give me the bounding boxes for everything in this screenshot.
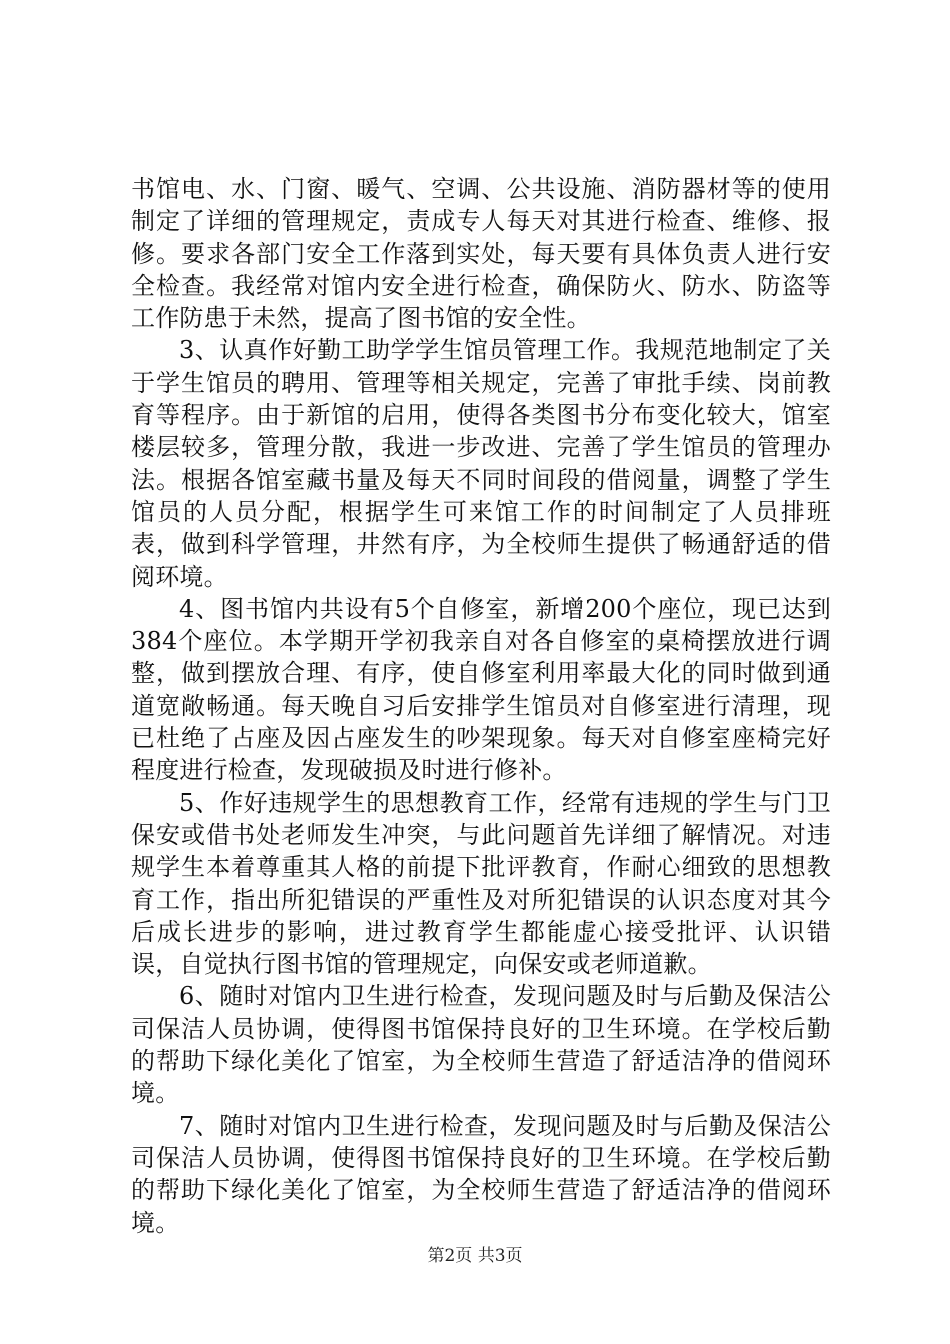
paragraph-item-5: 5、作好违规学生的思想教育工作，经常有违规的学生与门卫保安或借书处老师发生冲突，与此问题首先详细了解情况。对违规学生本着尊重其人格的前提下批评教育，作耐心细致的思想教育工作，指出所犯错误的严重性及对所犯错误的认识态度对其今后成长进步的影响，进过教育学生都能虚心接受批评、认识错误，自觉执行图书馆的管理规定，向保安或老师道歉。 [131,788,831,979]
paragraph-item-7: 7、随时对馆内卫生进行检查，发现问题及时与后勤及保洁公司保洁人员协调，使得图书馆保持良好的卫生环境。在学校后勤的帮助下绿化美化了馆室，为全校师生营造了舒适洁净的借阅环境。 [131,1111,831,1237]
body-text [131,173,831,1239]
page-footer: 第2页 共3页 [427,1246,523,1266]
paragraph-continued: 书馆电、水、门窗、暖气、空调、公共设施、消防器材等的使用制定了详细的管理规定，责成专人每天对其进行检查、维修、报修。要求各部门安全工作落到实处，每天要有具体负责人进行安全检查。我经常对馆内安全进行检查，确保防火、防水、防盗等工作防患于未然，提高了图书馆的安全性。 [131,175,831,333]
paragraph-item-4: 4、图书馆内共设有5个自修室，新增200个座位，现已达到384个座位。本学期开学初我亲自对各自修室的桌椅摆放进行调整，做到摆放合理、有序，使自修室利用率最大化的同时做到通道宽敞畅通。每天晚自习后安排学生馆员对自修室进行清理，现已杜绝了占座及因占座发生的吵架现象。每天对自修室座椅完好程度进行检查，发现破损及时进行修补。 [131,594,831,785]
paragraph-item-6: 6、随时对馆内卫生进行检查，发现问题及时与后勤及保洁公司保洁人员协调，使得图书馆保持良好的卫生环境。在学校后勤的帮助下绿化美化了馆室，为全校师生营造了舒适洁净的借阅环境。 [131,982,831,1108]
paragraph-item-3: 3、认真作好勤工助学学生馆员管理工作。我规范地制定了关于学生馆员的聘用、管理等相关规定，完善了审批手续、岗前教育等程序。由于新馆的启用，使得各类图书分布变化较大，馆室楼层较多，管理分散，我进一步改进、完善了学生馆员的管理办法。根据各馆室藏书量及每天不同时间段的借阅量，调整了学生馆员的人员分配，根据学生可来馆工作的时间制定了人员排班表，做到科学管理，井然有序，为全校师生提供了畅通舒适的借阅环境。 [131,336,831,591]
